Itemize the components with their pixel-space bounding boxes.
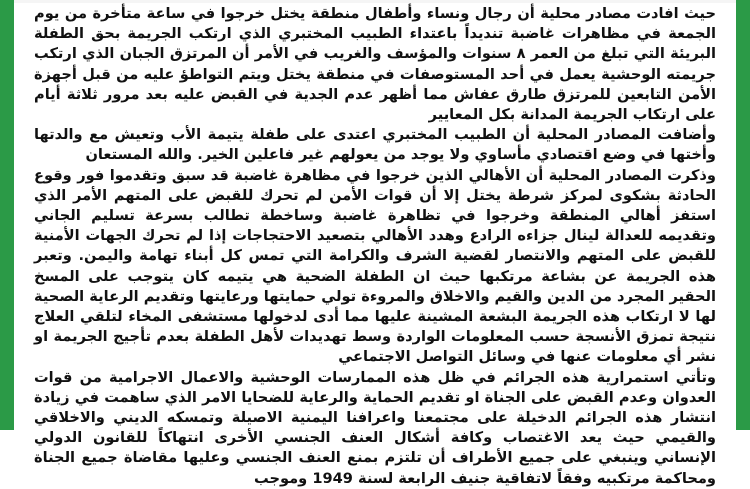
page-border-left [0,0,14,430]
article-body [34,4,716,487]
page-border-top [14,0,736,3]
page-border-right [736,0,750,430]
article-paragraph: وأضافت المصادر المحلية أن الطبيب المختبري اعتدى على طفلة يتيمة الأب وتعيش مع والدتها وأختها في وضع اقتصادي مأساوي ولا يوجد من يعولهم غير فاعلين الخير. والله المستعان [34,126,716,164]
article-paragraph: حيث افادت مصادر محلية أن رجال ونساء وأطفال منطقة يختل خرجوا في ساعة متأخرة من يوم الجمعة في مظاهرات غاضبة تنديداً باعتداء الطبيب المختبري الذي ارتكب الجريمة بحق الطفلة البريئة التي تبلغ من العمر ٨ سنوات والمؤسف والغريب في الأمر أن المرتزق الجبان الذي ارتكب جريمته الوحشية يعمل في أحد المستوصفات في منطقة يختل ويتم التواطؤ عليه من قبل أجهزة الأمن التابعين للمرتزق طارق عفاش مما أظهر عدم الجدية في القبض عليه بعد مرور ثلاثة أيام على ارتكاب الجريمة المدانة بكل المعايير [34,5,716,124]
article-paragraph: وتأتي استمرارية هذه الجرائم في ظل هذه الممارسات الوحشية والاعمال الاجرامية من قوات العدوان وعدم القبض على الجناة او تقديم الحماية والرعاية للضحايا الامر الذي ساهمت في زيادة انتشار هذه الجرائم الدخيلة على مجتمعنا واعرافنا اليمنية الاصيلة وتمسكه الديني والاخلاقي والقيمي حيث يعد الاغتصاب وكافة أشكال العنف الجنسي الأخرى انتهاكاً للقانون الدولي الإنساني وينبغي على جميع الأطراف أن تلتزم بمنع العنف الجنسي وعليها مقاضاة جميع الجناة ومحاكمة مرتكبيه وفقاً لاتفاقية جنيف الرابعة لسنة 1949 وموجب [34,368,716,487]
article-paragraph: وذكرت المصادر المحلية أن الأهالي الذين خرجوا في مظاهرة غاضبة قد سبق وتقدموا فور وقوع الحادثة بشكوى لمركز شرطة يختل إلا أن قوات الأمن لم تحرك للقبض على المتهم الأمر الذي استفز أهالي المنطقة وخرجوا في تظاهرة غاضبة وساخطة تطالب بسرعة تسليم الجاني وتقديمه للعدالة لينال جزاءه الرادع وهدد الأهالي بتصعيد الاحتجاجات إذا لم تحرك الجهات الأمنية للقبض على المتهم والانتصار لقضية الشرف والكرامة التي تمس كل أبناء تهامة واليمن. وتعبر هذه الجريمة عن بشاعة مرتكبها حيث ان الطفلة الضحية هي يتيمه كان يتوجب على المسخ الحقير المجرد من الدين والقيم والاخلاق والمروءة تولي حمايتها ورعايتها وتقديم الرعاية الصحية لها لا ارتكاب هذه الجريمة البشعة المشينة عليها مما أدى لدخولها مستشفى المخاء لتلقي العلاج نتيجة تمزق الأنسجة حسب المعلومات الواردة وسط تهديدات لأهل الطفلة بعدم تأجيج الجريمة او نشر أي معلومات عنها في وسائل التواصل الاجتماعي [34,166,716,366]
